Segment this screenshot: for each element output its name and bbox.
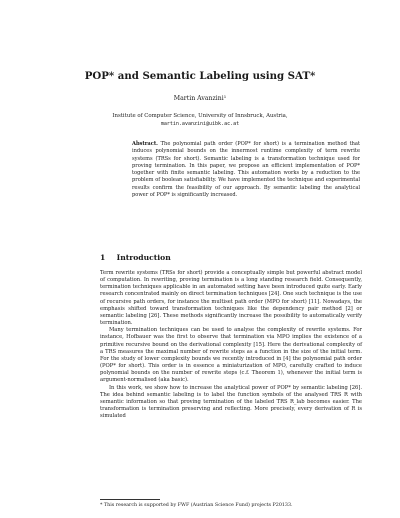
intro-body (100, 270, 362, 420)
abstract-label: Abstract. (132, 141, 158, 147)
paragraph: In this work, we show how to increase the analytical power of POP* by semantic labeling [26]. The idea behind semantic labeling is to label the function symbols of the analysed TRS R with semantic information so that proving termination of the labeled TRS R_lab becomes easier. The transformation is termination preserving and reflecting. More precisely, every derivation of R is simulated (100, 384, 362, 420)
abstract (132, 141, 360, 199)
paragraph: Term rewrite systems (TRSs for short) provide a conceptually simple but powerful abstract model of computation. In rewriting, proving termination is a long standing research field. Consequently, termination techniques applicable in an automated setting have been introduced quite early. Early research concentrated mainly on direct termination techniques [24]. One such technique is the use of recursive path orders, for instance the multiset path order (MPO for short) [11]. Nowadays, the emphasis shifted toward transformation techniques like the dependency pair method [2] or semantic labeling [26]. These methods significantly increase the possibility to automatically verify termination. (100, 270, 362, 327)
author-email: martin.avanzini@uibk.ac.at (160, 121, 240, 127)
author-name: Martin Avanzini¹ (173, 95, 227, 102)
footnote-rule (100, 499, 160, 500)
affiliation-text: Institute of Computer Science, University of Innsbruck, Austria, (112, 113, 288, 119)
section-heading (100, 253, 171, 262)
section-number: 1 (100, 253, 106, 262)
affiliation (0, 112, 400, 128)
abstract-text: The polynomial path order (POP* for short) is a termination method that induces polynomial bounds on the innermost runtime complexity of term rewrite systems (TRSs for short). Semantic labeling is a transformation technique used for proving termination. In this paper, we propose an efficient implementation of POP* together with finite semantic labeling. This automation works by a reduction to the problem of boolean satisfiability. We have implemented the technique and experimental results confirm the feasibility of our approach. By semantic labeling the analytical power of POP* is significantly increased. (132, 141, 360, 199)
paper-title: POP* and Semantic Labeling using SAT* (84, 70, 316, 82)
paragraph: Many termination techniques can be used to analyse the complexity of rewrite systems. For instance, Hofbauer was the first to observe that termination via MPO implies the existence of a primitive recursive bound on the derivational complexity [15]. Here the derivational complexity of a TRS measures the maximal number of rewrite steps as a function in the size of the initial term. For the study of lower complexity bounds we recently introduced in [4] the polynomial path order (POP* for short). This order is in essence a miniaturization of MPO, carefully crafted to induce polynomial bounds on the number of rewrite steps (c.f. Theorem 1), whenever the initial term is argument-normalised (aka basic). (100, 327, 362, 384)
footnote: * This research is supported by FWF (Austrian Science Fund) projects P20133. (100, 503, 293, 508)
section-title: Introduction (116, 253, 171, 262)
